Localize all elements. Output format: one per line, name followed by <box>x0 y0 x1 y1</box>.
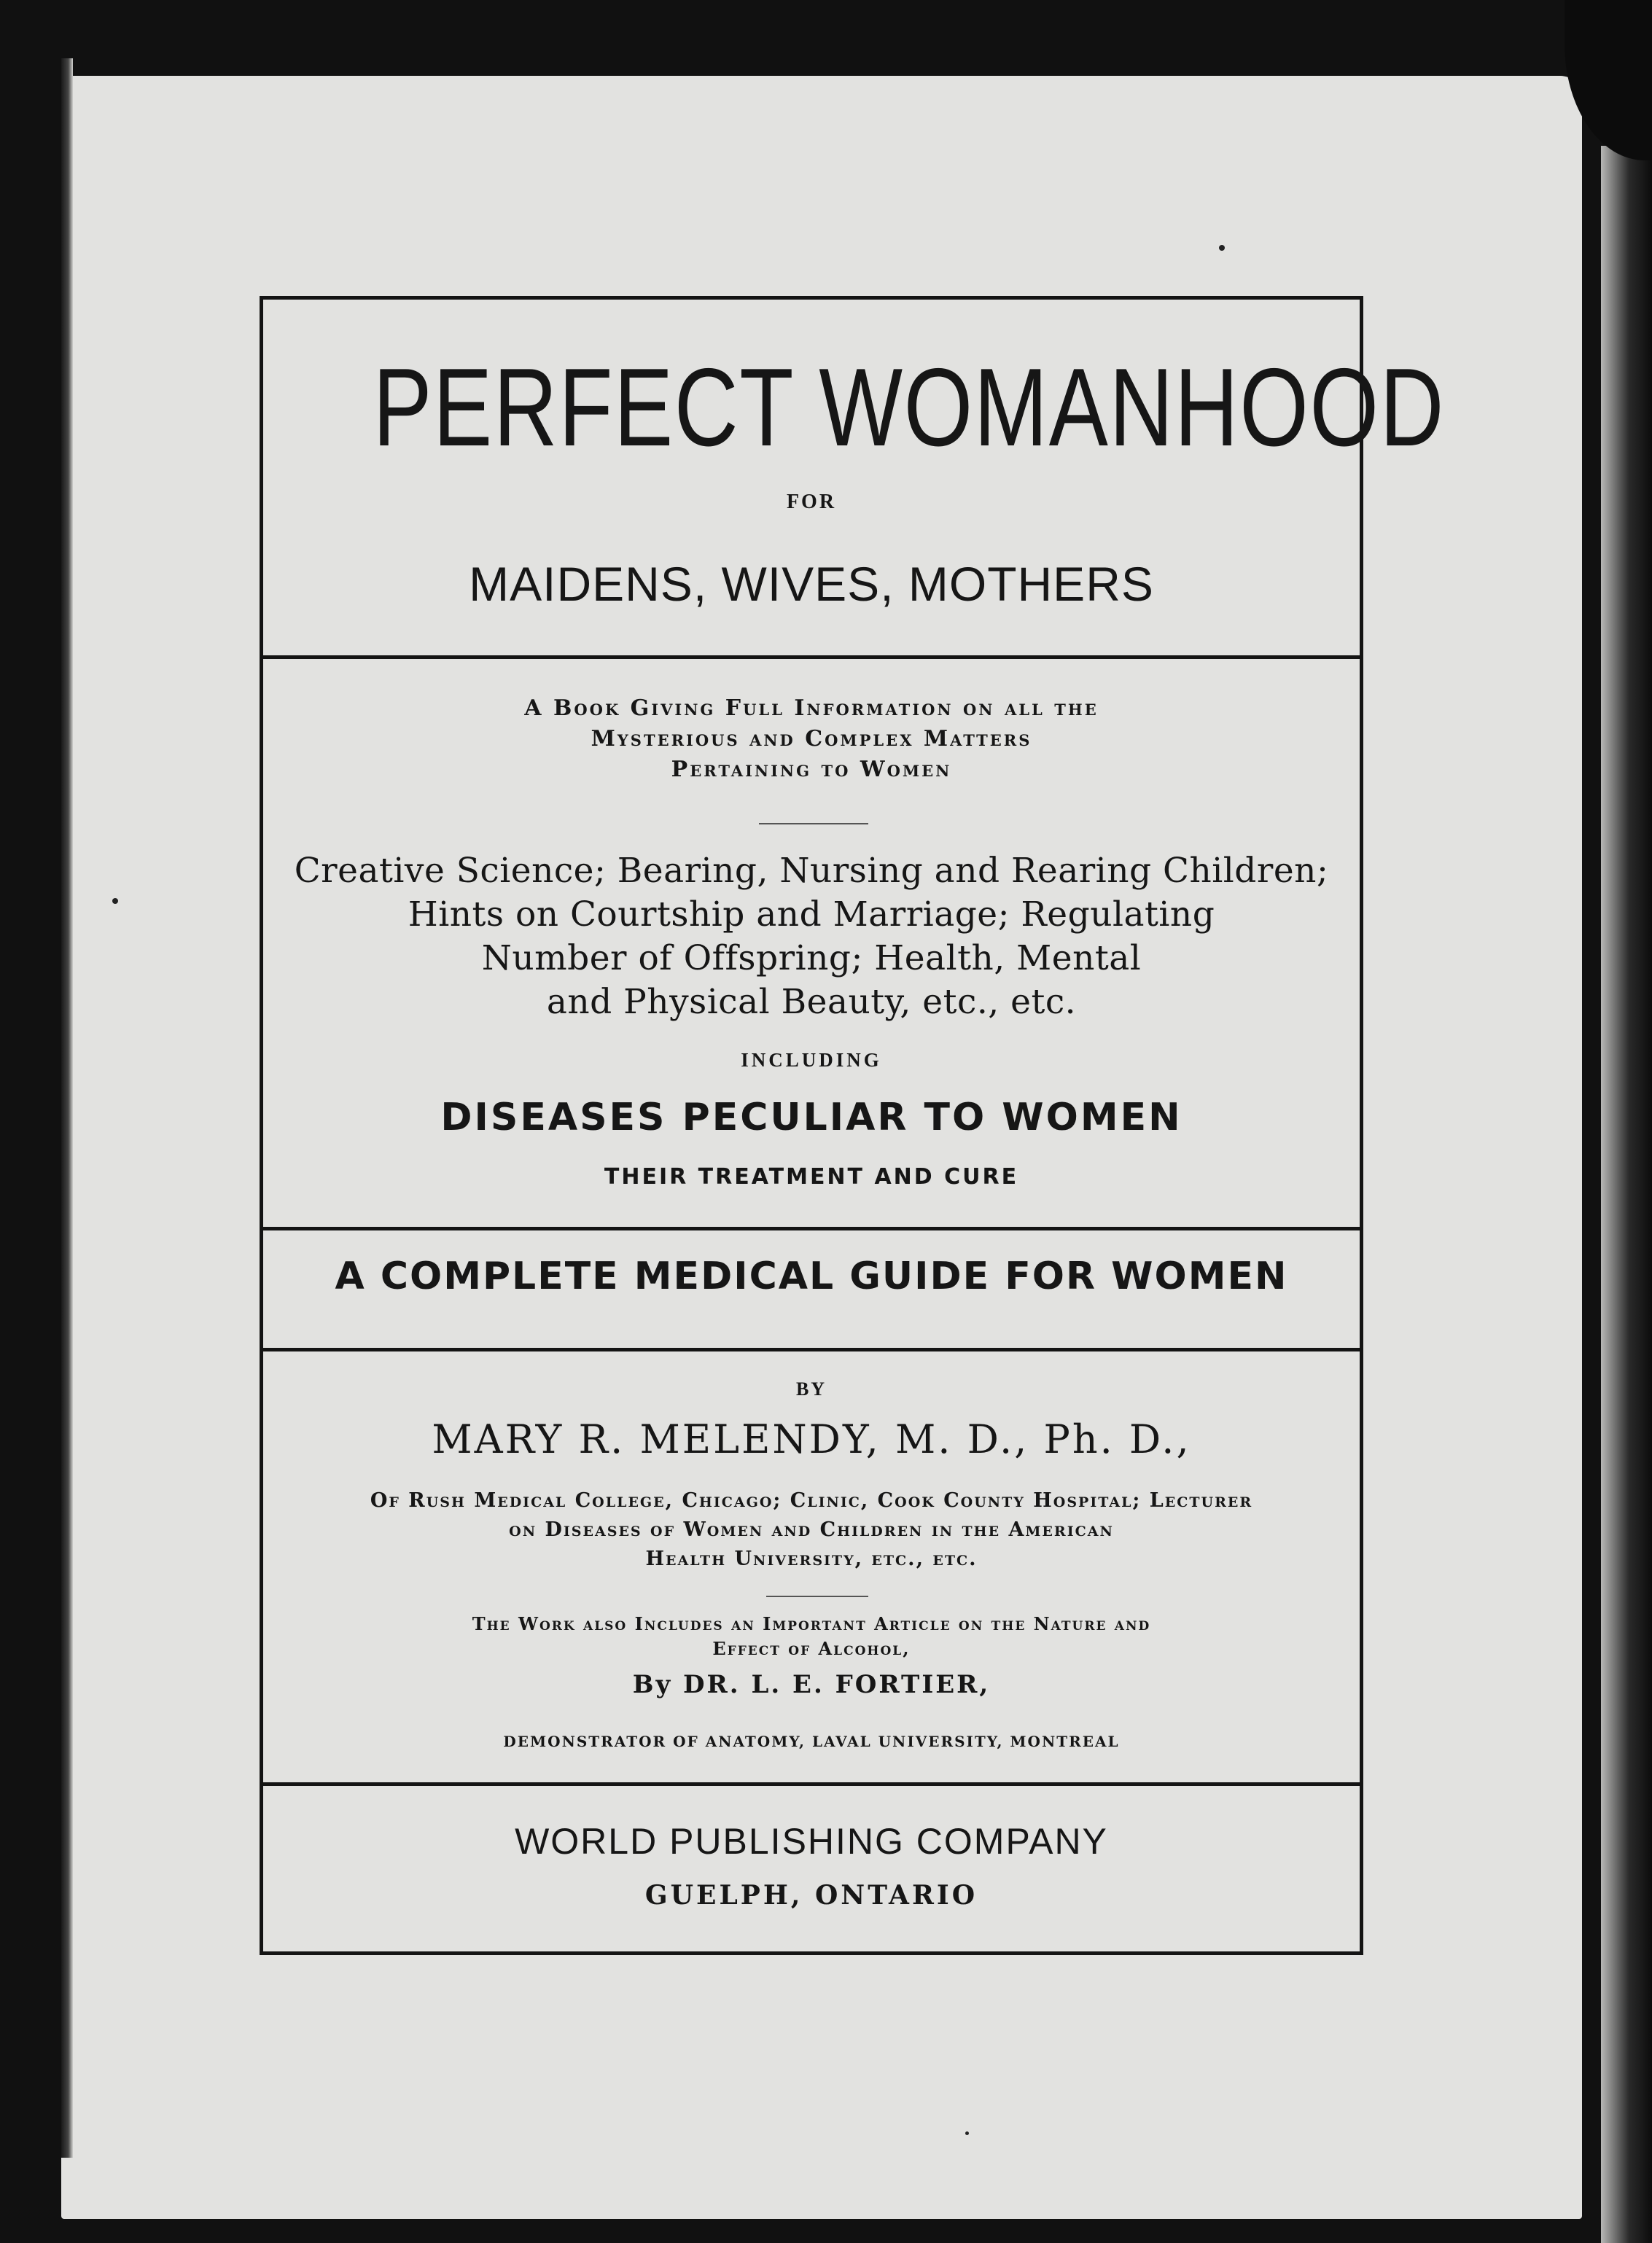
page-edge-shadow <box>1601 146 1652 2243</box>
diseases-heading: DISEASES PECULIAR TO WOMEN <box>440 1096 1182 1139</box>
for-line <box>263 491 1360 514</box>
description-line: A Book Giving Full Information on all the <box>524 695 1099 721</box>
description-line: Mysterious and Complex Matters <box>591 726 1032 752</box>
for-label: FOR <box>786 491 837 513</box>
author-line <box>263 1416 1360 1462</box>
affiliation-line: on Diseases of Women and Children in the American <box>509 1518 1114 1541</box>
topics-line: Hints on Courtship and Marriage; Regulating <box>408 894 1215 935</box>
audience-line <box>263 556 1360 612</box>
ink-speck <box>1219 245 1225 251</box>
contributor-line <box>263 1670 1360 1699</box>
divider <box>263 1227 1360 1230</box>
by-label: BY <box>795 1378 827 1400</box>
affiliation-line: Of Rush Medical College, Chicago; Clinic, Cook County Hospital; Lecturer <box>370 1489 1253 1512</box>
affiliation-line: Health University, etc., etc. <box>645 1548 978 1570</box>
by-line <box>263 1378 1360 1400</box>
author-affiliation <box>263 1486 1360 1574</box>
alcohol-article-note <box>263 1612 1360 1661</box>
ink-speck <box>965 2131 969 2135</box>
audience-subtitle: MAIDENS, WIVES, MOTHERS <box>469 557 1154 611</box>
divider <box>263 1782 1360 1786</box>
contributor-title-line <box>263 1733 1360 1750</box>
author-name: MARY R. MELENDY, M. D., Ph. D., <box>432 1416 1191 1462</box>
book-title: PERFECT WOMANHOOD <box>373 346 1446 469</box>
publisher-name: WORLD PUBLISHING COMPANY <box>515 1821 1108 1862</box>
contributor-name: By DR. L. E. FORTIER, <box>632 1670 991 1699</box>
publisher-location: GUELPH, ONTARIO <box>644 1880 978 1911</box>
including-line <box>263 1049 1360 1072</box>
treatment-line <box>263 1164 1360 1190</box>
guide-line <box>263 1255 1360 1298</box>
title-block <box>263 346 1446 469</box>
article-line: The Work also Includes an Important Article on the Nature and <box>472 1613 1151 1634</box>
publisher-line <box>263 1820 1360 1862</box>
topics-line: Number of Offspring; Health, Mental <box>481 938 1142 978</box>
short-divider <box>766 1596 868 1597</box>
description-line: Pertaining to Women <box>671 757 952 782</box>
topics-list <box>263 849 1360 1024</box>
topics-line: Creative Science; Bearing, Nursing and Rearing Children; <box>294 851 1329 891</box>
book-description <box>263 693 1360 785</box>
location-line <box>263 1880 1360 1911</box>
treatment-subheading: THEIR TREATMENT AND CURE <box>604 1164 1019 1190</box>
short-divider <box>759 823 868 824</box>
including-label: INCLUDING <box>741 1049 882 1071</box>
topics-line: and Physical Beauty, etc., etc. <box>546 982 1077 1022</box>
binding-edge <box>61 58 73 2158</box>
title-page-frame <box>260 296 1446 1955</box>
ink-speck <box>112 898 118 904</box>
contributor-title: DEMONSTRATOR OF ANATOMY, LAVAL UNIVERSITY, MONTREAL <box>503 1733 1120 1750</box>
divider <box>263 1348 1360 1351</box>
divider <box>263 655 1360 659</box>
medical-guide-heading: A COMPLETE MEDICAL GUIDE FOR WOMEN <box>335 1255 1288 1298</box>
diseases-line <box>263 1096 1360 1139</box>
article-line: Effect of Alcohol, <box>712 1638 911 1659</box>
